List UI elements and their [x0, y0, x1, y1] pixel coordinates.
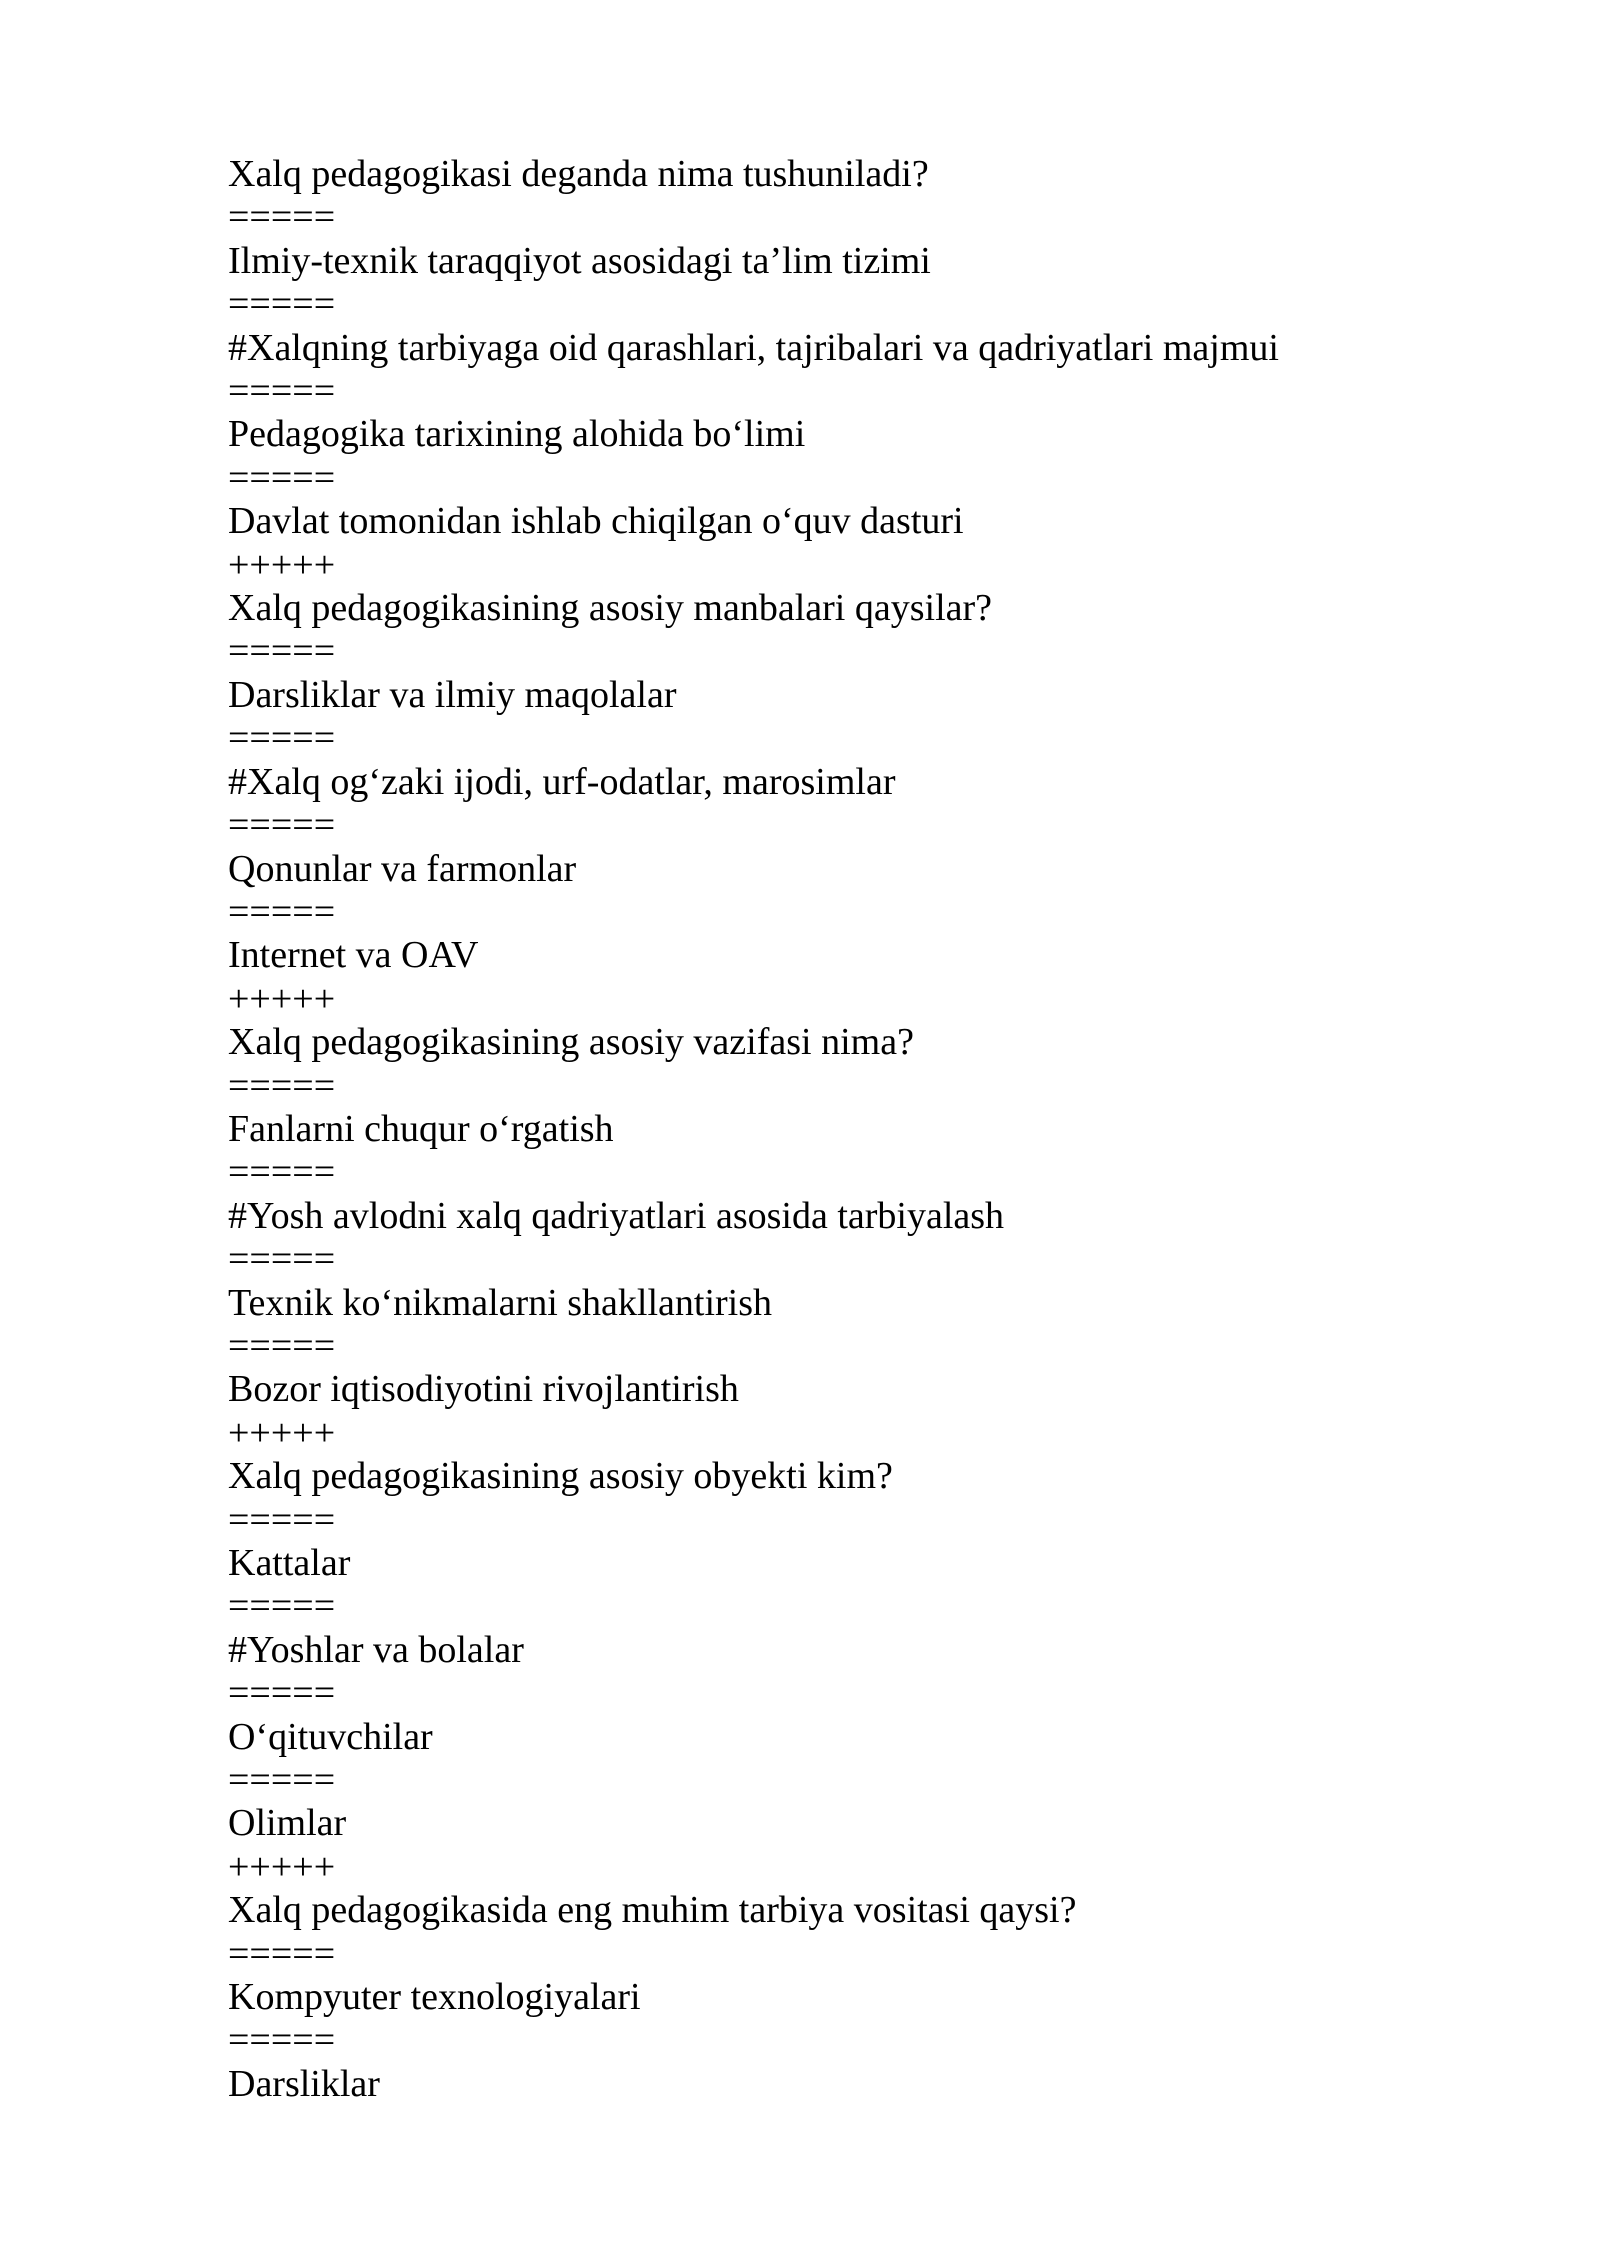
option-separator-line: =====	[228, 370, 336, 413]
question-block-separator-line: +++++	[228, 977, 336, 1020]
option-separator-line: =====	[228, 1672, 336, 1715]
correct-option-line: #Yoshlar va bolalar	[228, 1628, 524, 1671]
option-separator-line: =====	[228, 890, 336, 933]
option-separator-line: =====	[228, 1238, 336, 1281]
option-separator-line: =====	[228, 717, 336, 760]
option-separator-line: =====	[228, 456, 336, 499]
question-line: Xalq pedagogikasi deganda nima tushuniladi?	[228, 153, 929, 195]
option-separator-line: =====	[228, 1585, 336, 1628]
option-separator-line: =====	[228, 1932, 336, 1975]
question-line: Xalq pedagogikasining asosiy vazifasi nima?	[228, 1021, 914, 1064]
option-line: Fanlarni chuqur o‘rgatish	[228, 1107, 614, 1150]
option-separator-line: =====	[228, 1498, 336, 1541]
question-block-separator-line: +++++	[228, 1845, 336, 1888]
option-separator-line: =====	[228, 630, 336, 673]
option-line: Internet va OAV	[228, 934, 479, 977]
correct-option-line: #Xalq og‘zaki ijodi, urf-odatlar, marosimlar	[228, 760, 896, 803]
option-line: O‘qituvchilar	[228, 1715, 433, 1758]
option-line: Bozor iqtisodiyotini rivojlantirish	[228, 1368, 739, 1411]
option-separator-line: =====	[228, 1151, 336, 1194]
correct-option-line: #Xalqning tarbiyaga oid qarashlari, tajribalari va qadriyatlari majmui	[228, 326, 1279, 369]
option-line: Pedagogika tarixining alohida bo‘limi	[228, 413, 806, 456]
option-separator-line: =====	[228, 283, 336, 326]
option-line: Kattalar	[228, 1542, 351, 1584]
option-line: Darsliklar	[228, 2062, 380, 2105]
option-separator-line: =====	[228, 1064, 336, 1107]
option-line: Davlat tomonidan ishlab chiqilgan o‘quv dasturi	[228, 500, 964, 543]
question-line: Xalq pedagogikasining asosiy obyekti kim?	[228, 1455, 893, 1498]
question-block-separator-line: +++++	[228, 1411, 336, 1454]
question-line: Xalq pedagogikasining asosiy manbalari qaysilar?	[228, 587, 993, 630]
option-line: Kompyuter texnologiyalari	[228, 1976, 641, 2019]
option-line: Ilmiy-texnik taraqqiyot asosidagi ta’lim tizimi	[228, 239, 931, 282]
option-separator-line: =====	[228, 196, 336, 239]
option-separator-line: =====	[228, 2019, 336, 2062]
correct-option-line: #Yosh avlodni xalq qadriyatlari asosida tarbiyalash	[228, 1194, 1005, 1237]
question-block-separator-line: +++++	[228, 543, 336, 586]
option-separator-line: =====	[228, 1324, 336, 1367]
option-line: Qonunlar va farmonlar	[228, 847, 577, 890]
question-line: Xalq pedagogikasida eng muhim tarbiya vositasi qaysi?	[228, 1889, 1077, 1932]
option-line: Olimlar	[228, 1802, 347, 1845]
option-separator-line: =====	[228, 1759, 336, 1802]
option-line: Darsliklar va ilmiy maqolalar	[228, 673, 677, 716]
option-line: Texnik ko‘nikmalarni shakllantirish	[228, 1281, 773, 1324]
option-separator-line: =====	[228, 804, 336, 847]
